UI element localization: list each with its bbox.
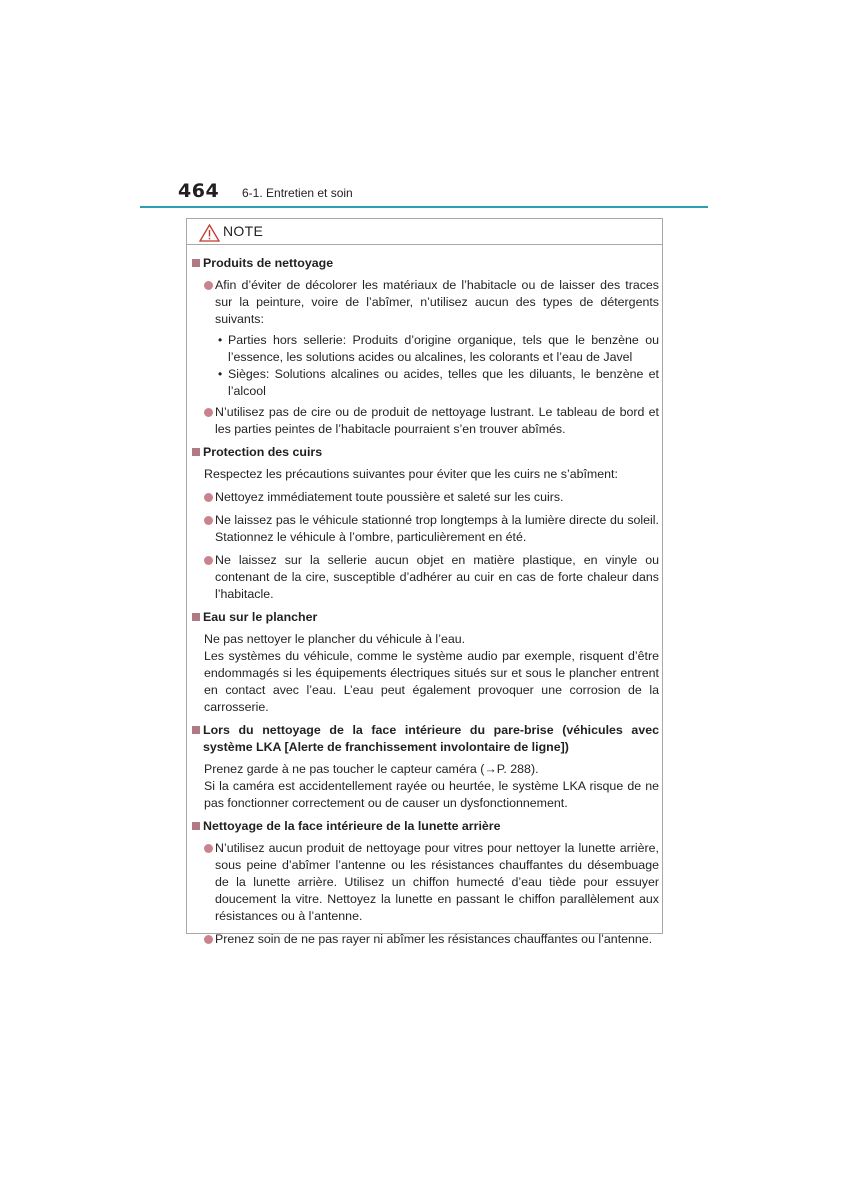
section-heading bbox=[191, 722, 659, 756]
warning-triangle-icon bbox=[199, 224, 220, 242]
sub-bullet-item bbox=[191, 366, 659, 400]
round-bullet-icon bbox=[204, 281, 213, 290]
section-heading bbox=[191, 255, 659, 272]
paragraph: Respectez les précautions suivantes pour éviter que les cuirs ne s’abîment: bbox=[204, 467, 618, 481]
section-heading bbox=[191, 444, 659, 461]
heading-text: Eau sur le plancher bbox=[203, 610, 318, 624]
sub-bullet-item bbox=[191, 332, 659, 366]
header-rule bbox=[140, 206, 708, 208]
bullet-text: Nettoyez immédiatement toute poussière et saleté sur les cuirs. bbox=[215, 490, 564, 504]
bullet-text: N’utilisez pas de cire ou de produit de nettoyage lustrant. Le tableau de bord et les parties peintes de l’habitacle pourraient s’en trouver abîmés. bbox=[215, 405, 659, 436]
note-box bbox=[186, 218, 663, 946]
bullet-text: Afin d’éviter de décolorer les matériaux de l’habitacle ou de laisser des traces sur la peinture, voire de l’abîmer, n’utilisez aucun des types de détergents suivants: bbox=[215, 278, 659, 326]
note-header bbox=[187, 219, 662, 245]
paragraph: Ne pas nettoyer le plancher du véhicule à l’eau. bbox=[204, 632, 466, 646]
note-content bbox=[191, 255, 659, 954]
heading-text: Produits de nettoyage bbox=[203, 256, 334, 270]
bullet-item bbox=[191, 931, 659, 948]
bullet-text: Ne laissez sur la sellerie aucun objet en matière plastique, en vinyle ou contenant de la cire, susceptible d’adhérer au cuir en cas de forte chaleur dans l’habitacle. bbox=[215, 553, 659, 601]
square-bullet-icon bbox=[192, 726, 200, 734]
page-number: 464 bbox=[178, 180, 220, 202]
round-bullet-icon bbox=[204, 516, 213, 525]
section-title: 6-1. Entretien et soin bbox=[242, 186, 353, 200]
section-heading bbox=[191, 818, 659, 835]
square-bullet-icon bbox=[192, 448, 200, 456]
note-label: NOTE bbox=[223, 223, 264, 239]
round-bullet-icon bbox=[204, 408, 213, 417]
round-bullet-icon bbox=[204, 556, 213, 565]
square-bullet-icon bbox=[192, 613, 200, 621]
bullet-item bbox=[191, 489, 659, 506]
heading-text: Protection des cuirs bbox=[203, 445, 323, 459]
paragraph: Prenez garde à ne pas toucher le capteur caméra (→P. 288). bbox=[204, 762, 539, 776]
bullet-text: Prenez soin de ne pas rayer ni abîmer les résistances chauffantes ou l’antenne. bbox=[215, 932, 653, 946]
square-bullet-icon bbox=[192, 822, 200, 830]
round-bullet-icon bbox=[204, 935, 213, 944]
small-dot-icon: • bbox=[218, 333, 223, 347]
bullet-item bbox=[191, 277, 659, 328]
paragraph: Si la caméra est accidentellement rayée ou heurtée, le système LKA risque de ne pas fonctionner correctement ou de causer un dysfonctionnement. bbox=[204, 779, 659, 810]
bullet-item bbox=[191, 552, 659, 603]
heading-text: Lors du nettoyage de la face intérieure du pare-brise (véhicules avec système LKA [Alerte de franchissement involontaire de ligne]) bbox=[203, 723, 659, 754]
sub-bullet-text: Parties hors sellerie: Produits d’origine organique, tels que le benzène ou l’essence, les solutions acides ou alcalines, les colorants et l’eau de Javel bbox=[228, 333, 659, 364]
bullet-item bbox=[191, 840, 659, 925]
bullet-item bbox=[191, 512, 659, 546]
heading-text: Nettoyage de la face intérieure de la lunette arrière bbox=[203, 819, 501, 833]
paragraph: Les systèmes du véhicule, comme le système audio par exemple, risquent d’être endommagés si les équipements électriques situés sur et sous le plancher entrent en contact avec l’eau. L’eau peut également provoquer une corrosion de la carrosserie. bbox=[204, 649, 659, 714]
bullet-text: N’utilisez aucun produit de nettoyage pour vitres pour nettoyer la lunette arrière, sous peine d’abîmer l’antenne ou les résistances chauffantes du désembuage de la lunette arrière. Utilisez un chiffon humecté d’eau tiède pour essuyer doucement la vitre. Nettoyez la lunette en passant le chiffon parallèlement aux résistances ou à l’antenne. bbox=[215, 841, 659, 923]
small-dot-icon: • bbox=[218, 367, 223, 381]
bullet-text: Ne laissez pas le véhicule stationné trop longtemps à la lumière directe du soleil. Stationnez le véhicule à l’ombre, particulièrement en été. bbox=[215, 513, 659, 544]
round-bullet-icon bbox=[204, 493, 213, 502]
sub-bullet-text: Sièges: Solutions alcalines ou acides, telles que les diluants, le benzène et l’alcool bbox=[228, 367, 659, 398]
section-heading bbox=[191, 609, 659, 626]
square-bullet-icon bbox=[192, 259, 200, 267]
round-bullet-icon bbox=[204, 844, 213, 853]
bullet-item bbox=[191, 404, 659, 438]
